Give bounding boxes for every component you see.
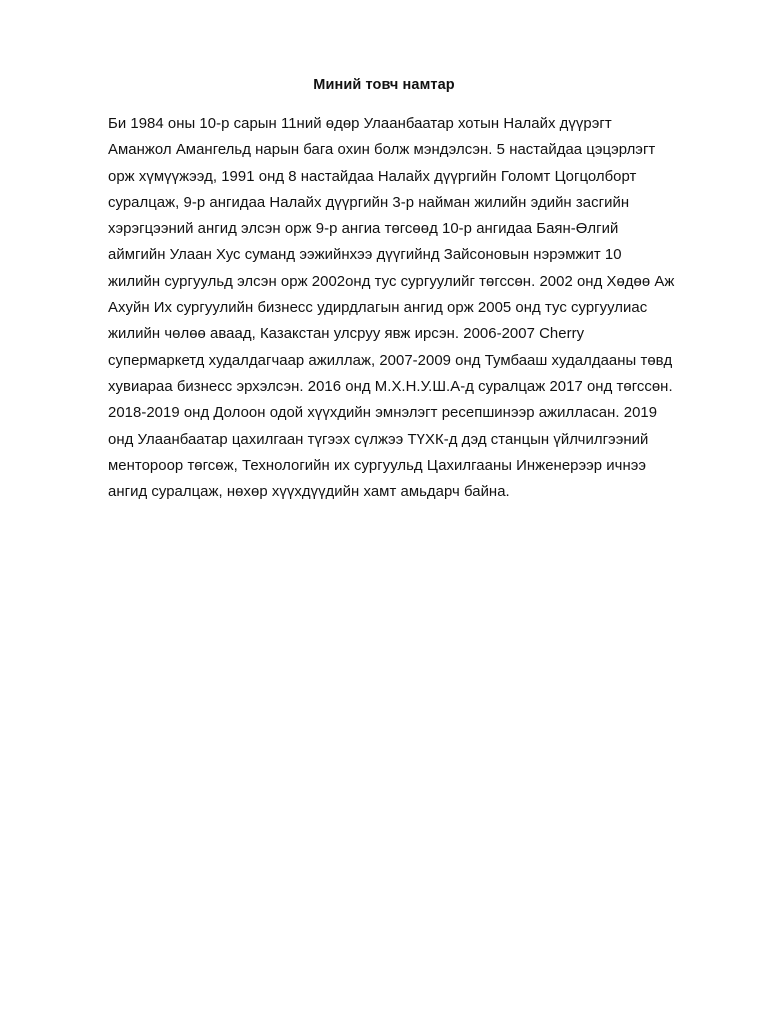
paragraph-line: Аманжол Амангельд нарын бага охин болж мэндэлсэн. 5 настайдаа цэцэрлэгт	[108, 142, 656, 159]
paragraph-line: онд Улаанбаатар цахилгаан түгээх сүлжээ ТҮХК-д дэд станцын үйлчилгээний	[108, 431, 649, 448]
paragraph-line: хувиараа бизнесс эрхэлсэн. 2016 онд М.Х.Н.У.Ш.А-д суралцаж 2017 онд төгссөн.	[108, 378, 673, 395]
paragraph-line: ангид суралцаж, нөхөр хүүхдүүдийн хамт амьдарч байна.	[108, 484, 510, 501]
paragraph-line: супермаркетд худалдагчаар ажиллаж, 2007-2009 онд Тумбааш худалдааны төвд	[108, 352, 673, 369]
paragraph-line: ментороор төгсөж, Технологийн их сургуульд Цахилгааны Инженерээр ичнээ	[108, 457, 647, 474]
biography-paragraph	[108, 111, 674, 505]
paragraph-line: хэрэгцээний ангид элсэн орж 9-р ангиа төгсөөд 10-р ангидаа Баян-Өлгий	[108, 221, 619, 238]
paragraph-line: 2018-2019 онд Долоон одой хүүхдийн эмнэлэгт ресепшинээр ажилласан. 2019	[108, 405, 658, 422]
paragraph-line: аймгийн Улаан Хус сумaнд ээжийнхээ дүүгийнд Зайсоновын нэрэмжит 10	[108, 247, 622, 264]
paragraph-line: Ахуйн Их сургуулийн бизнесс удирдлагын ангид орж 2005 онд тус сургуулиас	[108, 300, 648, 317]
document-title: Миний товч намтар	[313, 77, 455, 93]
paragraph-line: Би 1984 оны 10-р сарын 11ний өдөр Улаанбаатар хотын Налайх дүүрэгт	[108, 116, 612, 132]
paragraph-line: жилийн сургуульд элсэн орж 2002онд тус сургуулийг төгссөн. 2002 онд Хөдөө Аж	[108, 273, 675, 290]
paragraph-line: суралцаж, 9-р ангидаа Налайх дүүргийн 3-р найман жилийн эдийн засгийн	[108, 194, 630, 211]
paragraph-line: жилийн чөлөө аваад, Казакстан улсруу явж ирсэн. 2006-2007 Cherry	[108, 326, 585, 343]
paragraph-line: орж хүмүүжээд, 1991 онд 8 настайдаа Налайх дүүргийн Голомт Цогцолборт	[108, 168, 637, 185]
